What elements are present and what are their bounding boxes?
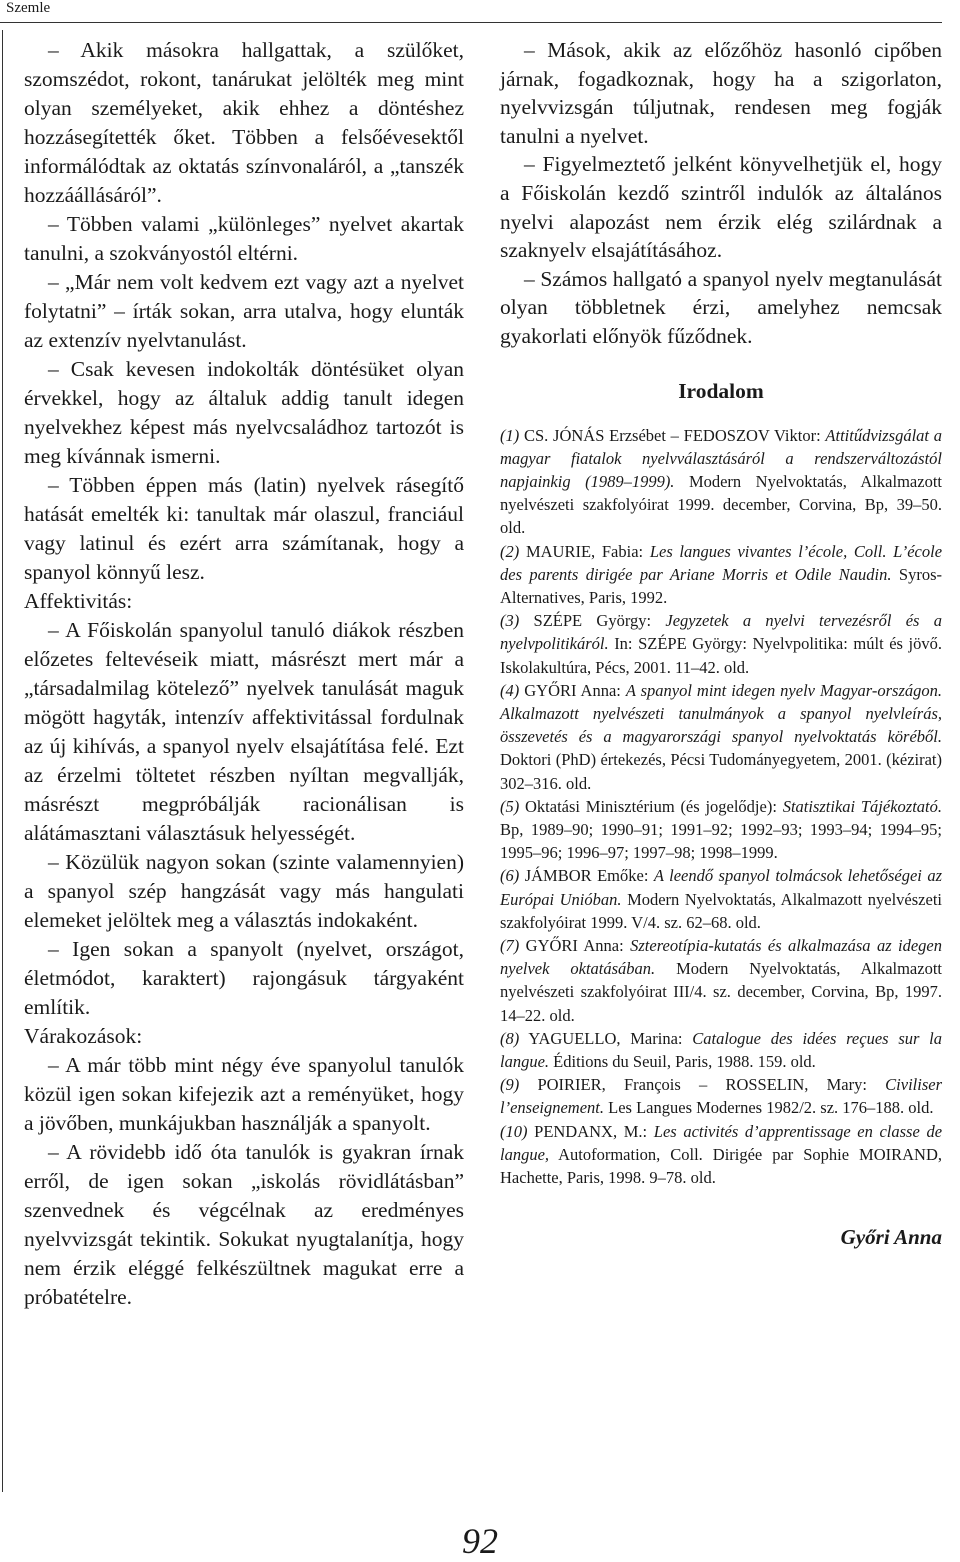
reference-number: (4) <box>500 680 520 700</box>
reference-entry <box>500 609 942 679</box>
reference-entry <box>500 864 942 934</box>
body-paragraph: – Többen valami „különleges” nyelvet akartak tanulni, a szokványostól eltérni. <box>24 212 464 265</box>
reference-details: Autoformation, Coll. Dirigée par Sophie MOIRAND, Hachette, Paris, 1998. 9–78. old. <box>500 1144 943 1188</box>
reference-number: (1) <box>500 425 520 445</box>
reference-author: YAGUELLO, Marina: <box>528 1028 683 1048</box>
body-paragraph: – A már több mint négy éve spanyolul tanulók közül igen sokan kifejezik azt a reményüket, hogy a jövőben, munkájukban használják a spanyolt. <box>24 1053 464 1135</box>
reference-number: (7) <box>500 936 520 955</box>
reference-details: In: SZÉPE György: Nyelvpolitika: múlt és jövő. Iskolakultúra, Pécs, 2001. 11–42. old. <box>500 634 943 677</box>
reference-details: Les Langues Modernes 1982/2. sz. 176–188. old. <box>608 1098 934 1118</box>
reference-author: MAURIE, Fabia: <box>525 541 644 561</box>
body-paragraph: – Mások, akik az előzőhöz hasonló cipőben járnak, fogadkoznak, hogy ha a szigorlaton, nyelvvizsgán túljutnak, rendesen meg fogják tanulni a nyelvet. <box>500 38 942 148</box>
reference-author: SZÉPE György: <box>533 611 652 631</box>
reference-author: GYŐRI Anna: <box>524 680 621 700</box>
reference-details: Modern Nyelvoktatás, Alkalmazott nyelvészeti szakfolyóirat 1999. december, Corvina, Bp, 39–50. old. <box>500 471 942 538</box>
section-label: Szemle <box>6 0 51 16</box>
reference-details: Modern Nyelvoktatás, Alkalmazott nyelvészeti szakfolyóirat 1999. V/4. sz. 62–68. old. <box>500 889 942 932</box>
margin-line <box>2 30 3 1492</box>
reference-title: Sztereotípia-kutatás és alkalmazása az idegen nyelvek oktatásában. <box>500 936 942 979</box>
reference-entry <box>500 540 942 610</box>
reference-number: (6) <box>500 866 520 886</box>
references-title: Irodalom <box>678 378 764 403</box>
reference-details: Bp, 1989–90; 1990–91; 1991–92; 1992–93; 1993–94; 1994–95; 1995–96; 1996–97; 1997–98; 1998–1999. <box>500 819 942 863</box>
reference-title: Civiliser l’enseignement. <box>500 1075 943 1118</box>
reference-entry <box>500 1073 942 1119</box>
references-list <box>500 424 942 1190</box>
body-paragraph: – Csak kevesen indokolták döntésüket olyan érvekkel, hogy az általuk addig tanult idegen nyelvekhez képest más nyelvcsaládhoz tartozót is meg kívánnak ismerni. <box>24 357 464 468</box>
body-paragraph: – Igen sokan a spanyolt (nyelvet, országot, életmódot, karaktert) rajongásuk tárgyaként említik. <box>24 937 464 1019</box>
reference-number: (9) <box>500 1075 520 1095</box>
reference-title: Catalogue des idées reçues sur la langue. <box>500 1028 942 1072</box>
body-paragraph: – A Főiskolán spanyolul tanuló diákok részben előzetes feltevéseik miatt, másrészt mert már a „társadalmilag kötelező” nyelvek tanulását maguk mögött hagyták, intenzív affektivitással fordulnak az új kihívás, a spanyol nyelv elsajátítása felé. Ezt az érzelmi töltetet részben nyíltan megvallják, másrészt megpróbálják racionálisan is alátámasztani választásuk helyességét. <box>24 618 464 845</box>
reference-number: (3) <box>500 611 520 631</box>
reference-author: PENDANX, M.: <box>534 1121 648 1141</box>
reference-number: (10) <box>500 1121 528 1141</box>
reference-title: Les activités d’apprentissage en classe de langue, <box>500 1121 943 1164</box>
body-paragraph: – Akik másokra hallgattak, a szülőket, szomszédot, rokont, tanárukat jelölték meg mint olyan személyeket, akik ehhez a döntéshez hozzásegítették őket. Többen a felsőévesektől informálódtak az oktatás színvonaláról, a „tanszék hozzáállásáról”. <box>24 38 464 207</box>
reference-entry <box>500 424 942 540</box>
right-column <box>500 36 942 1250</box>
reference-title: Jegyzetek a nyelvi tervezésről és a nyelvpolitikáról. <box>500 611 943 654</box>
left-column <box>24 36 464 1312</box>
body-paragraph: – Figyelmeztető jelként könyvelhetjük el, hogy a Főiskolán kezdő szintről indulók az általános nyelvi alapozást nem érzik elég szilárdnak a szaknyelv elsajátításához. <box>500 152 942 263</box>
affectivity-heading: Affektivitás: <box>24 589 133 613</box>
reference-details: Modern Nyelvoktatás, Alkalmazott nyelvészeti szakfolyóirat III/4. sz. december, Corvina, Bp, 1997. 14–22. old. <box>500 959 943 1025</box>
reference-entry <box>500 1120 942 1190</box>
body-paragraph: – A rövidebb idő óta tanulók is gyakran írnak erről, de igen sokan „iskolás rövidlátásban” szenvednek és végcélnak az eredményes nyelvvizsgát tekintik. Sokukat nyugtalanítja, hogy nem érzik eléggé felkészültnek magukat erre a próbatételre. <box>24 1140 464 1309</box>
reference-entry <box>500 679 942 795</box>
expectations-heading: Várakozások: <box>24 1024 143 1048</box>
body-paragraph: – Számos hallgató a spanyol nyelv megtanulását olyan többletnek érzi, amelyhez nemcsak gyakorlati előnyök fűződnek. <box>500 266 942 348</box>
reference-details: Syros-Alternatives, Paris, 1992. <box>500 564 942 607</box>
author-signature: Győri Anna <box>840 1225 942 1250</box>
reference-author: POIRIER, François – ROSSELIN, Mary: <box>537 1075 867 1095</box>
reference-title: Statisztikai Tájékoztató. <box>782 796 942 816</box>
reference-title: A spanyol mint idegen nyelv Magyar-országon. Alkalmazott nyelvészeti tanulmányok a spanyol nyelvleírás, összevetés és a magyarországi spanyol nyelvoktatás köréből. <box>500 680 943 747</box>
body-paragraph: – Közülük nagyon sokan (szinte valamennyien) a spanyol szép hangzását vagy más hangulati elemeket jelöltek meg a választás indokaként. <box>24 850 464 932</box>
reference-number: (8) <box>500 1028 520 1048</box>
reference-number: (2) <box>500 541 520 561</box>
reference-entry <box>500 795 942 865</box>
reference-author: JÁMBOR Emőke: <box>524 866 649 886</box>
reference-title: Attitűdvizsgálat a magyar fiatalok nyelvválasztásáról a rendszerváltozástól napjainkig (1989–1999). <box>500 425 943 491</box>
reference-details: Doktori (PhD) értekezés, Pécsi Tudományegyetem, 2001. (kézirat) 302–316. old. <box>500 750 942 793</box>
reference-number: (5) <box>500 796 520 816</box>
reference-author: CS. JÓNÁS Erzsébet – FEDOSZOV Viktor: <box>524 425 821 445</box>
reference-author: Oktatási Minisztérium (és jogelődje): <box>525 796 777 816</box>
right-body-text <box>500 36 942 351</box>
reference-entry <box>500 934 942 1027</box>
body-paragraph: – Többen éppen más (latin) nyelvek rásegítő hatását emelték ki: tanultak már olaszul, franciául vagy latinul és ezért arra számítanak, hogy a spanyol könnyű lesz. <box>24 473 464 584</box>
reference-title: Les langues vivantes l’école, Coll. L’école des parents dirigée par Ariane Morris et Odile Naudin. <box>500 541 943 584</box>
page-number: 92 <box>462 1521 498 1561</box>
reference-details: Éditions du Seuil, Paris, 1988. 159. old. <box>553 1052 816 1072</box>
reference-author: GYŐRI Anna: <box>525 936 624 955</box>
body-paragraph: – „Már nem volt kedvem ezt vagy azt a nyelvet folytatni” – írták sokan, arra utalva, hogy elunták az extenzív nyelvtanulást. <box>24 270 464 352</box>
reference-entry <box>500 1027 942 1073</box>
reference-title: A leendő spanyol tolmácsok lehetőségei az Európai Unióban. <box>500 866 943 909</box>
header-divider <box>0 22 942 23</box>
